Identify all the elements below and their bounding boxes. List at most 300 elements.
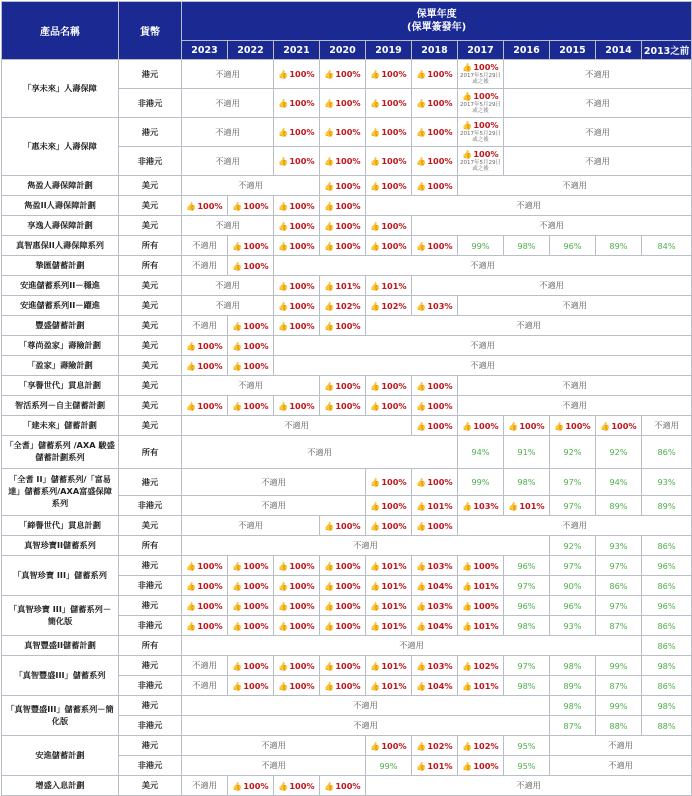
thumbs-up-icon: 👍 xyxy=(278,99,289,108)
ratio-value: 100% xyxy=(243,260,269,271)
thumbs-up-icon: 👍 xyxy=(462,150,473,160)
product-name: 享逸人壽保障計劃 xyxy=(2,216,119,236)
ratio-cell: 96% xyxy=(550,236,596,256)
ratio-value: 100% xyxy=(427,69,453,79)
ratio-cell-full xyxy=(458,676,504,696)
thumbs-up-icon: 👍 xyxy=(278,201,289,211)
table-row xyxy=(2,118,692,147)
ratio-cell: 98% xyxy=(504,616,550,636)
thumbs-up-icon: 👍 xyxy=(370,561,381,571)
thumbs-up-icon: 👍 xyxy=(186,561,197,571)
ratio-value: 100% xyxy=(335,580,361,591)
ratio-value: 100% xyxy=(197,620,223,631)
thumbs-up-icon: 👍 xyxy=(416,501,427,511)
not-applicable-cell: 不適用 xyxy=(458,396,692,416)
product-name: 安進儲蓄計劃 xyxy=(2,736,119,776)
ratio-cell: 86% xyxy=(642,636,692,656)
ratio-cell-full xyxy=(228,616,274,636)
ratio-value: 100% xyxy=(289,660,315,671)
thumbs-up-icon: 👍 xyxy=(278,781,289,791)
ratio-value: 100% xyxy=(243,340,269,351)
thumbs-up-icon: 👍 xyxy=(232,341,243,351)
ratio-value: 104% xyxy=(427,680,453,691)
thumbs-up-icon: 👍 xyxy=(370,478,381,487)
ratio-cell-full xyxy=(182,356,228,376)
ratio-value: 100% xyxy=(289,127,315,137)
currency-cell: 美元 xyxy=(119,776,182,796)
thumbs-up-icon: 👍 xyxy=(462,581,473,591)
product-name: 「惠未來」人壽保障 xyxy=(2,118,119,176)
thumbs-up-icon: 👍 xyxy=(232,781,243,791)
ratio-value: 100% xyxy=(519,420,545,431)
ratio-cell: 89% xyxy=(550,676,596,696)
ratio-cell-full xyxy=(320,89,366,118)
ratio-cell-full xyxy=(274,196,320,216)
thumbs-up-icon: 👍 xyxy=(416,561,427,571)
ratio-cell-full xyxy=(274,556,320,576)
thumbs-up-icon: 👍 xyxy=(370,241,381,251)
ratio-cell-full xyxy=(228,576,274,596)
not-applicable-cell: 不適用 xyxy=(182,656,228,676)
thumbs-up-icon: 👍 xyxy=(416,70,427,79)
ratio-cell-full xyxy=(366,376,412,396)
ratio-value: 100% xyxy=(335,600,361,611)
thumbs-up-icon: 👍 xyxy=(462,681,473,691)
ratio-value: 100% xyxy=(289,280,315,291)
thumbs-up-icon: 👍 xyxy=(370,99,381,108)
table-row xyxy=(2,316,692,336)
table-row xyxy=(2,436,692,469)
ratio-value: 101% xyxy=(335,280,361,291)
thumbs-up-icon: 👍 xyxy=(324,381,335,391)
date-note-suffix: 或之後 xyxy=(472,165,489,172)
ratio-value: 103% xyxy=(473,500,499,511)
thumbs-up-icon: 👍 xyxy=(278,321,289,331)
ratio-cell-full xyxy=(366,147,412,176)
ratio-value: 100% xyxy=(197,400,223,411)
currency-cell: 美元 xyxy=(119,296,182,316)
currency-cell: 非港元 xyxy=(119,89,182,118)
ratio-cell: 91% xyxy=(504,436,550,469)
not-applicable-cell: 不適用 xyxy=(550,736,692,756)
product-name: 摯匯儲蓄計劃 xyxy=(2,256,119,276)
ratio-cell-full xyxy=(274,118,320,147)
ratio-cell: 99% xyxy=(596,656,642,676)
not-applicable-cell: 不適用 xyxy=(182,147,274,176)
thumbs-up-icon: 👍 xyxy=(232,681,243,691)
ratio-cell-full xyxy=(228,656,274,676)
currency-cell: 美元 xyxy=(119,516,182,536)
ratio-cell-full xyxy=(412,469,458,496)
product-name: 「真智豐盛III」儲蓄系列－簡化版 xyxy=(2,696,119,736)
ratio-cell-full xyxy=(412,376,458,396)
ratio-value: 102% xyxy=(473,660,499,671)
ratio-value: 100% xyxy=(427,240,453,251)
thumbs-up-icon: 👍 xyxy=(370,741,381,751)
currency-cell: 港元 xyxy=(119,60,182,89)
not-applicable-cell: 不適用 xyxy=(412,276,692,296)
currency-cell: 非港元 xyxy=(119,616,182,636)
thumbs-up-icon: 👍 xyxy=(324,621,335,631)
ratio-value: 101% xyxy=(473,620,499,631)
ratio-cell: 97% xyxy=(550,496,596,516)
ratio-value: 100% xyxy=(427,380,453,391)
not-applicable-cell: 不適用 xyxy=(182,776,228,796)
ratio-cell-full xyxy=(458,596,504,616)
ratio-value: 100% xyxy=(289,580,315,591)
thumbs-up-icon: 👍 xyxy=(232,581,243,591)
product-name: 雋盈II人壽保障計劃 xyxy=(2,196,119,216)
thumbs-up-icon: 👍 xyxy=(370,301,381,311)
table-row xyxy=(2,176,692,196)
thumbs-up-icon: 👍 xyxy=(278,581,289,591)
thumbs-up-icon: 👍 xyxy=(416,581,427,591)
product-name: 安進儲蓄系列II－躍進 xyxy=(2,296,119,316)
not-applicable-cell: 不適用 xyxy=(182,696,550,716)
ratio-cell-full xyxy=(412,516,458,536)
ratio-cell-full xyxy=(412,176,458,196)
thumbs-up-icon: 👍 xyxy=(324,201,335,211)
ratio-cell-full xyxy=(412,89,458,118)
year-header: 2016 xyxy=(504,41,550,60)
thumbs-up-icon: 👍 xyxy=(186,581,197,591)
ratio-cell: 98% xyxy=(504,469,550,496)
ratio-cell-full xyxy=(320,576,366,596)
thumbs-up-icon: 👍 xyxy=(416,478,427,487)
currency-cell: 美元 xyxy=(119,356,182,376)
currency-cell: 美元 xyxy=(119,176,182,196)
ratio-value: 100% xyxy=(197,340,223,351)
ratio-cell: 87% xyxy=(550,716,596,736)
ratio-cell-full xyxy=(366,496,412,516)
thumbs-up-icon: 👍 xyxy=(232,661,243,671)
ratio-cell-full xyxy=(412,396,458,416)
ratio-value: 100% xyxy=(381,400,407,411)
product-name-header: 產品名稱 xyxy=(2,2,119,60)
product-name: 智活系列－自主儲蓄計劃 xyxy=(2,396,119,416)
currency-cell: 非港元 xyxy=(119,716,182,736)
product-name: 「盈家」壽險計劃 xyxy=(2,356,119,376)
year-header: 2013之前 xyxy=(642,41,692,60)
thumbs-up-icon: 👍 xyxy=(508,421,519,431)
thumbs-up-icon: 👍 xyxy=(324,128,335,137)
thumbs-up-icon: 👍 xyxy=(416,421,427,431)
table-row xyxy=(2,556,692,576)
currency-cell: 非港元 xyxy=(119,576,182,596)
ratio-value: 100% xyxy=(243,580,269,591)
date-note: 2017年5月29日 xyxy=(460,72,501,79)
thumbs-up-icon: 👍 xyxy=(324,601,335,611)
ratio-cell-full xyxy=(274,676,320,696)
ratio-cell-full xyxy=(320,656,366,676)
thumbs-up-icon: 👍 xyxy=(462,601,473,611)
thumbs-up-icon: 👍 xyxy=(370,221,381,231)
ratio-cell-full xyxy=(228,356,274,376)
ratio-value: 100% xyxy=(197,600,223,611)
ratio-value: 100% xyxy=(565,420,591,431)
ratio-cell-full xyxy=(366,60,412,89)
ratio-value: 100% xyxy=(197,580,223,591)
ratio-value: 100% xyxy=(289,240,315,251)
ratio-value: 100% xyxy=(381,98,407,108)
thumbs-up-icon: 👍 xyxy=(416,157,427,166)
ratio-cell-full xyxy=(366,596,412,616)
thumbs-up-icon: 👍 xyxy=(278,281,289,291)
ratio-value: 100% xyxy=(243,560,269,571)
ratio-cell: 86% xyxy=(642,616,692,636)
thumbs-up-icon: 👍 xyxy=(278,561,289,571)
ratio-cell-full xyxy=(274,216,320,236)
ratio-value: 100% xyxy=(381,240,407,251)
table-body xyxy=(2,60,692,796)
ratio-cell: 97% xyxy=(550,556,596,576)
ratio-value: 100% xyxy=(427,127,453,137)
ratio-value: 100% xyxy=(289,69,315,79)
ratio-cell: 89% xyxy=(596,236,642,256)
thumbs-up-icon: 👍 xyxy=(462,761,473,771)
ratio-cell-full xyxy=(320,176,366,196)
ratio-value: 102% xyxy=(427,740,453,751)
ratio-value: 100% xyxy=(335,400,361,411)
ratio-cell-full xyxy=(320,60,366,89)
product-name: 「建未來」儲蓄計劃 xyxy=(2,416,119,436)
table-row xyxy=(2,376,692,396)
thumbs-up-icon: 👍 xyxy=(232,241,243,251)
product-name: 真智豐盛II儲蓄計劃 xyxy=(2,636,119,656)
ratio-cell-full xyxy=(366,296,412,316)
ratio-cell: 95% xyxy=(504,736,550,756)
ratio-cell: 86% xyxy=(642,536,692,556)
thumbs-up-icon: 👍 xyxy=(370,501,381,511)
ratio-value: 100% xyxy=(243,620,269,631)
thumbs-up-icon: 👍 xyxy=(324,221,335,231)
thumbs-up-icon: 👍 xyxy=(186,341,197,351)
thumbs-up-icon: 👍 xyxy=(278,70,289,79)
ratio-cell-full xyxy=(458,496,504,516)
product-name: 「享譽世代」貫息計劃 xyxy=(2,376,119,396)
ratio-cell: 93% xyxy=(596,536,642,556)
ratio-value: 104% xyxy=(427,580,453,591)
currency-cell: 港元 xyxy=(119,736,182,756)
not-applicable-cell: 不適用 xyxy=(182,236,228,256)
table-row xyxy=(2,656,692,676)
product-name: 增盛入息計劃 xyxy=(2,776,119,796)
ratio-cell-full xyxy=(412,416,458,436)
ratio-value: 101% xyxy=(381,680,407,691)
table-row xyxy=(2,696,692,716)
thumbs-up-icon: 👍 xyxy=(278,221,289,231)
ratio-cell-full xyxy=(228,556,274,576)
ratio-cell-full xyxy=(320,556,366,576)
currency-cell: 非港元 xyxy=(119,676,182,696)
ratio-cell-full xyxy=(366,236,412,256)
ratio-cell: 93% xyxy=(642,469,692,496)
ratio-value: 100% xyxy=(335,320,361,331)
not-applicable-cell: 不適用 xyxy=(182,416,412,436)
thumbs-up-icon: 👍 xyxy=(416,621,427,631)
year-header: 2023 xyxy=(182,41,228,60)
ratio-cell-full xyxy=(366,216,412,236)
currency-cell: 美元 xyxy=(119,336,182,356)
ratio-value: 101% xyxy=(381,620,407,631)
ratio-cell: 92% xyxy=(550,536,596,556)
ratio-cell-full xyxy=(458,616,504,636)
thumbs-up-icon: 👍 xyxy=(370,181,381,191)
ratio-value: 100% xyxy=(335,200,361,211)
ratio-cell-full xyxy=(274,396,320,416)
ratio-cell: 96% xyxy=(642,596,692,616)
ratio-value: 100% xyxy=(473,420,499,431)
ratio-cell-full xyxy=(412,656,458,676)
ratio-cell-full xyxy=(458,576,504,596)
ratio-cell-full xyxy=(274,60,320,89)
ratio-cell: 86% xyxy=(642,436,692,469)
thumbs-up-icon: 👍 xyxy=(232,601,243,611)
not-applicable-cell: 不適用 xyxy=(642,416,692,436)
ratio-cell: 99% xyxy=(596,696,642,716)
thumbs-up-icon: 👍 xyxy=(370,281,381,291)
ratio-cell-full xyxy=(366,516,412,536)
thumbs-up-icon: 👍 xyxy=(554,421,565,431)
not-applicable-cell: 不適用 xyxy=(458,516,692,536)
year-header: 2020 xyxy=(320,41,366,60)
ratio-cell: 96% xyxy=(504,556,550,576)
ratio-value: 100% xyxy=(335,220,361,231)
table-row xyxy=(2,469,692,496)
thumbs-up-icon: 👍 xyxy=(278,157,289,166)
date-note: 2017年5月29日 xyxy=(460,101,501,108)
table-row xyxy=(2,276,692,296)
not-applicable-cell: 不適用 xyxy=(182,316,228,336)
thumbs-up-icon: 👍 xyxy=(600,421,611,431)
ratio-cell: 95% xyxy=(504,756,550,776)
ratio-cell-full xyxy=(366,616,412,636)
ratio-value: 100% xyxy=(289,680,315,691)
ratio-cell: 87% xyxy=(596,676,642,696)
date-note-suffix: 或之後 xyxy=(472,78,489,85)
table-row xyxy=(2,196,692,216)
ratio-cell: 98% xyxy=(550,696,596,716)
ratio-cell-full xyxy=(274,296,320,316)
ratio-value: 100% xyxy=(381,220,407,231)
ratio-cell: 97% xyxy=(596,596,642,616)
ratio-value: 100% xyxy=(473,149,499,160)
ratio-value: 100% xyxy=(335,69,361,79)
table-row xyxy=(2,596,692,616)
ratio-cell-full xyxy=(504,416,550,436)
ratio-cell: 94% xyxy=(458,436,504,469)
ratio-cell: 98% xyxy=(642,656,692,676)
ratio-value: 100% xyxy=(243,400,269,411)
thumbs-up-icon: 👍 xyxy=(416,99,427,108)
ratio-cell-full xyxy=(412,296,458,316)
ratio-value: 100% xyxy=(427,156,453,166)
ratio-value: 100% xyxy=(381,477,407,487)
ratio-value: 100% xyxy=(243,660,269,671)
ratio-value: 104% xyxy=(427,620,453,631)
ratio-value: 102% xyxy=(473,740,499,751)
product-name: 「真智珍寶 III」儲蓄系列－簡化版 xyxy=(2,596,119,636)
year-header: 2022 xyxy=(228,41,274,60)
ratio-value: 100% xyxy=(197,360,223,371)
ratio-value: 100% xyxy=(335,156,361,166)
thumbs-up-icon: 👍 xyxy=(324,781,335,791)
ratio-value: 100% xyxy=(243,360,269,371)
not-applicable-cell: 不適用 xyxy=(366,196,692,216)
thumbs-up-icon: 👍 xyxy=(186,401,197,411)
ratio-value: 101% xyxy=(519,500,545,511)
thumbs-up-icon: 👍 xyxy=(370,681,381,691)
table-row xyxy=(2,256,692,276)
ratio-cell-full xyxy=(228,256,274,276)
ratio-value: 100% xyxy=(335,127,361,137)
ratio-cell-full xyxy=(320,236,366,256)
thumbs-up-icon: 👍 xyxy=(462,501,473,511)
ratio-value: 101% xyxy=(381,280,407,291)
ratio-value: 100% xyxy=(381,740,407,751)
ratio-cell: 89% xyxy=(642,496,692,516)
not-applicable-cell: 不適用 xyxy=(274,336,692,356)
ratio-value: 100% xyxy=(289,98,315,108)
not-applicable-cell: 不適用 xyxy=(182,716,550,736)
ratio-value: 100% xyxy=(611,420,637,431)
ratio-cell-full xyxy=(458,118,504,147)
not-applicable-cell: 不適用 xyxy=(504,147,692,176)
ratio-cell-full xyxy=(458,556,504,576)
currency-cell: 所有 xyxy=(119,256,182,276)
ratio-value: 100% xyxy=(335,680,361,691)
ratio-cell: 99% xyxy=(458,469,504,496)
not-applicable-cell: 不適用 xyxy=(182,676,228,696)
ratio-value: 103% xyxy=(427,300,453,311)
table-row xyxy=(2,296,692,316)
not-applicable-cell: 不適用 xyxy=(182,469,366,496)
ratio-value: 100% xyxy=(427,98,453,108)
thumbs-up-icon: 👍 xyxy=(324,99,335,108)
ratio-cell-full xyxy=(320,596,366,616)
product-name: 「享未來」人壽保障 xyxy=(2,60,119,118)
thumbs-up-icon: 👍 xyxy=(462,421,473,431)
thumbs-up-icon: 👍 xyxy=(324,401,335,411)
not-applicable-cell: 不適用 xyxy=(504,60,692,89)
table-row xyxy=(2,516,692,536)
ratio-cell-full xyxy=(228,596,274,616)
thumbs-up-icon: 👍 xyxy=(416,301,427,311)
ratio-cell-full xyxy=(412,596,458,616)
product-name: 「真智珍寶 III」儲蓄系列 xyxy=(2,556,119,596)
thumbs-up-icon: 👍 xyxy=(324,581,335,591)
ratio-value: 101% xyxy=(473,580,499,591)
thumbs-up-icon: 👍 xyxy=(462,63,473,73)
product-name: 「真智豐盛III」儲蓄系列 xyxy=(2,656,119,696)
thumbs-up-icon: 👍 xyxy=(278,301,289,311)
ratio-cell-full xyxy=(366,556,412,576)
ratio-value: 103% xyxy=(427,660,453,671)
ratio-value: 100% xyxy=(289,780,315,791)
not-applicable-cell: 不適用 xyxy=(182,276,274,296)
ratio-value: 100% xyxy=(335,660,361,671)
date-note: 2017年5月29日 xyxy=(460,130,501,137)
thumbs-up-icon: 👍 xyxy=(186,621,197,631)
ratio-value: 100% xyxy=(335,520,361,531)
ratio-cell-full xyxy=(550,416,596,436)
thumbs-up-icon: 👍 xyxy=(416,661,427,671)
not-applicable-cell: 不適用 xyxy=(182,89,274,118)
ratio-value: 100% xyxy=(381,180,407,191)
not-applicable-cell: 不適用 xyxy=(458,176,692,196)
ratio-cell-full xyxy=(320,316,366,336)
not-applicable-cell: 不適用 xyxy=(274,256,692,276)
